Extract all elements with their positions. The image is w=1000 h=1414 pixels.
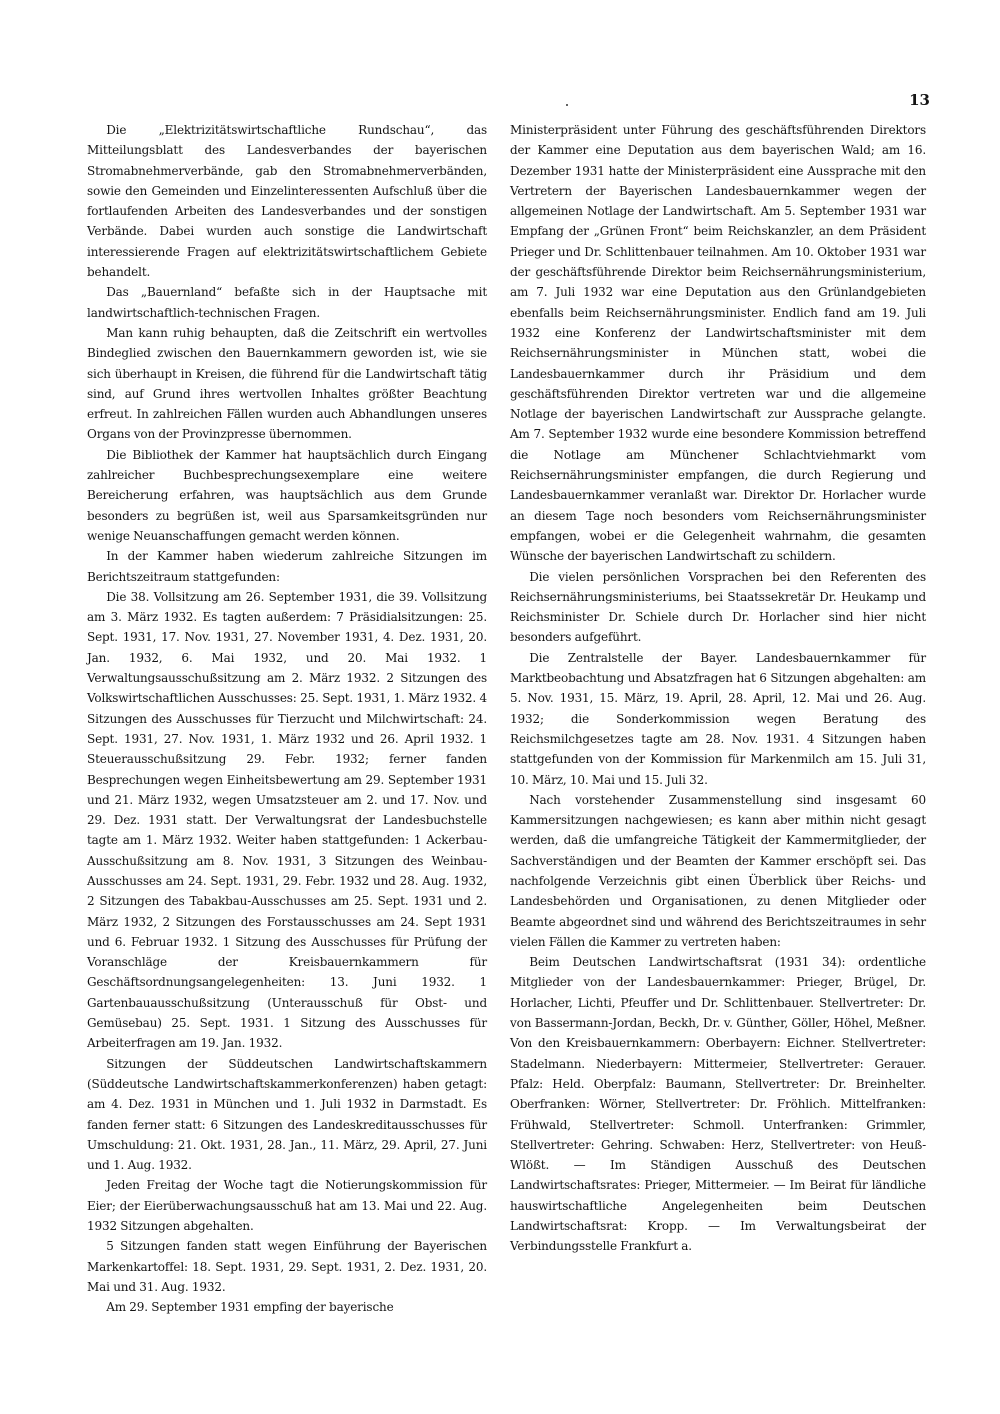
right-column (510, 120, 926, 1257)
page-number: 13 (909, 91, 930, 109)
paragraph-ministerpraesident: Ministerpräsident unter Führung des geschäftsführenden Direktors der Kammer eine Deputation aus dem bayerischen Wald; am 16. Dezember 1931 hatte der Ministerpräsident eine Aussprache mit den Vertretern der Bayerischen Landesbauernkammer wegen der allgemeinen Notlage der Landwirtschaft. Am 5. September 1931 war Empfang der „Grünen Front“ beim Reichskanzler, an dem Präsident Prieger und Dr. Schlittenbauer teilnahmen. Am 10. Oktober 1931 war der geschäftsführende Direktor beim Reichsernährungsministerium, am 7. Juli 1932 war eine Deputation aus den Grünlandgebieten ebenfalls beim Reichsernährungsminister. Endlich fand am 19. Juli 1932 eine Konferenz der Landwirtschaftsminister mit dem Reichsernährungsminister in München statt, wobei die Landesbauernkammer durch ihr Präsidium und dem geschäftsführenden Direktor vertreten war und die allgemeine Notlage der bayerischen Landwirtschaft zur Aussprache gelangte. Am 7. September 1932 wurde eine besondere Kommission betreffend die Notlage am Münchener Schlachtviehmarkt vom Reichsernährungsminister empfangen, die durch Regierung und Landesbauernkammer veranlaßt war. Direktor Dr. Horlacher wurde an diesem Tage noch besonders vom Reichsernährungsminister empfangen, wobei er die Gelegenheit wahrnahm, die gesamten Wünsche der bayerischen Landwirtschaft zu schildern. (510, 123, 926, 564)
paragraph-vollsitzungen: Die 38. Vollsitzung am 26. September 1931, die 39. Vollsitzung am 3. März 1932. Es tagten außerdem: 7 Präsidialsitzungen: 25. Sept. 1931, 17. Nov. 1931, 27. November 1931, 4. Dez. 1931, 20. Jan. 1932, 6. Mai 1932, und 20. Mai 1932. 1 Verwaltungsausschußsitzung am 2. März 1932. 2 Sitzungen des Volkswirtschaftlichen Ausschusses: 25. Sept. 1931, 1. März 1932. 4 Sitzungen des Ausschusses für Tierzucht und Milchwirtschaft: 24. Sept. 1931, 27. Nov. 1931, 1. März 1932 und 26. April 1932. 1 Steuerausschußsitzung 29. Febr. 1932; ferner fanden Besprechungen wegen Einheitsbewertung am 29. September 1931 und 21. März 1932, wegen Umsatzsteuer am 2. und 17. Nov. und 29. Dez. 1931 statt. Der Verwaltungsrat der Landesbuchstelle tagte am 1. März 1932. Weiter haben stattgefunden: 1 Ackerbau-Ausschußsitzung am 8. Nov. 1931, 3 Sitzungen des Weinbau-Ausschusses am 24. Sept. 1931, 29. Febr. 1932 und 28. Aug. 1932, 2 Sitzungen des Tabakbau-Ausschusses am 25. Sept. 1931 und 2. März 1932, 2 Sitzungen des Forstausschusses am 24. Sept 1931 und 6. Februar 1932. 1 Sitzung des Ausschusses für Prüfung der Voranschläge der Kreisbauernkammern für Geschäftsordnungsangelegenheiten: 13. Juni 1932. 1 Gartenbauausschußsitzung (Unterausschuß für Obst- und Gemüsebau) 25. Sept. 1931. 1 Sitzung des Ausschusses für Arbeiterfragen am 19. Jan. 1932. (87, 589, 487, 1051)
paragraph-zentralstelle: Die Zentralstelle der Bayer. Landesbauernkammer für Marktbeobachtung und Absatzfragen hat 6 Sitzungen abgehalten: am 5. Nov. 1931, 15. März, 19. April, 28. April, 12. Mai und 26. Aug. 1932; die Sonderkommission wegen Beratung des Reichsmilchgesetzes tagte am 28. Nov. 1931. 4 Sitzungen haben stattgefunden von der Kommission für Markenmilch am 15. Juli 31, 10. März, 10. Mai und 15. Juli 32. (510, 650, 926, 787)
paragraph-sueddeutsche-kammern: Sitzungen der Süddeutschen Landwirtschaftskammern (Süddeutsche Landwirtschaftskammerkonferenzen) haben getagt: am 4. Dez. 1931 in München und 1. Juli 1932 in Darmstadt. Es fanden ferner statt: 6 Sitzungen des Landeskreditausschusses für Umschuldung: 21. Okt. 1931, 28. Jan., 11. März, 29. April, 27. Juni und 1. Aug. 1932. (87, 1056, 487, 1173)
paragraph-markenkartoffel: 5 Sitzungen fanden statt wegen Einführung der Bayerischen Markenkartoffel: 18. Sept. 1931, 29. Sept. 1931, 2. Dez. 1931, 20. Mai und 31. Aug. 1932. (87, 1239, 487, 1294)
paragraph-zeitschrift: Man kann ruhig behaupten, daß die Zeitschrift ein wertvolles Bindeglied zwischen den Bauernkammern geworden ist, wie sie sich überhaupt in Kreisen, die führend für die Landwirtschaft tätig sind, auf Grund ihres wertvollen Inhaltes größter Beachtung erfreut. In zahlreichen Fällen wurden auch Abhandlungen unseres Organs von der Provinzpresse übernommen. (87, 325, 487, 442)
paragraph-bibliothek: Die Bibliothek der Kammer hat hauptsächlich durch Eingang zahlreicher Buchbesprechungsexemplare eine weitere Bereicherung erfahren, was hauptsächlich aus dem Grunde besonders zu begrüßen ist, weil aus Sparsamkeitsgründen nur wenige Neuanschaffungen gemacht werden können. (87, 447, 487, 543)
paragraph-elektrizitaet: Die „Elektrizitätswirtschaftliche Rundschau“, das Mitteilungsblatt des Landesverbandes der bayerischen Stromabnehmerverbände, gab den Stromabnehmerverbänden, sowie den Gemeinden und Einzelinteressenten Aufschluß über die fortlaufenden Arbeiten des Landesverbandes und der sonstigen Verbände. Dabei wurden auch sonstige die Landwirtschaft interessierende Fragen auf elektrizitätswirtschaftlichem Gebiete behandelt. (87, 123, 487, 280)
print-speck (566, 104, 568, 106)
paragraph-notierungskommission: Jeden Freitag der Woche tagt die Notierungskommission für Eier; der Eierüberwachungsausschuß hat am 13. Mai und 22. Aug. 1932 Sitzungen abgehalten. (87, 1178, 487, 1234)
paragraph-bauernland: Das „Bauernland“ befaßte sich in der Hauptsache mit landwirtschaftlich-technischen Fragen. (87, 285, 487, 320)
paragraph-sitzungen-intro: In der Kammer haben wiederum zahlreiche Sitzungen im Berichtszeitraum stattgefunden: (87, 549, 487, 584)
paragraph-landwirtschaftsrat: Beim Deutschen Landwirtschaftsrat (1931 34): ordentliche Mitglieder von der Landesbauernkammer: Prieger, Brügel, Dr. Horlacher, Lichti, Pfeuffer und Dr. Schlittenbauer. Stellvertreter: Dr. von Bassermann-Jordan, Beckh, Dr. v. Günther, Göller, Höhel, Meßner. Von den Kreisbauernkammern: Oberbayern: Eichner. Stellvertreter: Stadelmann. Niederbayern: Mittermeier, Stellvertreter: Gerauer. Pfalz: Held. Oberpfalz: Baumann, Stellvertreter: Dr. Breinhelter. Oberfranken: Wörner, Stellvertreter: Dr. Fröhlich. Mittelfranken: Frühwald, Stellvertreter: Schmoll. Unterfranken: Grimmler, Stellvertreter: Gehring. Schwaben: Herz, Stellvertreter: von Heuß-Wlößt. — Im Ständigen Ausschuß des Deutschen Landwirtschaftsrates: Prieger, Mittermeier. — Im Beirat für ländliche hauswirtschaftliche Angelegenheiten beim Deutschen Landwirtschaftsrat: Kropp. — Im Verwaltungsbeirat der Verbindungsstelle Frankfurt a. (510, 955, 926, 1254)
paragraph-vorsprachen: Die vielen persönlichen Vorsprachen bei den Referenten des Reichsernährungsministeriums, bei Staatssekretär Dr. Heukamp und Reichsminister Dr. Schiele durch Dr. Horlacher sind hier nicht besonders aufgeführt. (510, 569, 926, 645)
paragraph-empfang-start: Am 29. September 1931 empfing der bayerische (106, 1300, 394, 1315)
left-column (87, 120, 487, 1318)
paragraph-zusammenstellung: Nach vorstehender Zusammenstellung sind insgesamt 60 Kammersitzungen nachgewiesen; es kann aber mithin nicht gesagt werden, daß die umfangreiche Tätigkeit der Kammermitglieder, der Sachverständigen und der Beamten der Kammer erschöpft sei. Das nachfolgende Verzeichnis gibt einen Überblick über Reichs- und Landesbehörden und Organisationen, zu denen Mitglieder oder Beamte abgeordnet sind und während des Berichtszeitraumes in sehr vielen Fällen die Kammer zu vertreten haben: (510, 792, 926, 949)
